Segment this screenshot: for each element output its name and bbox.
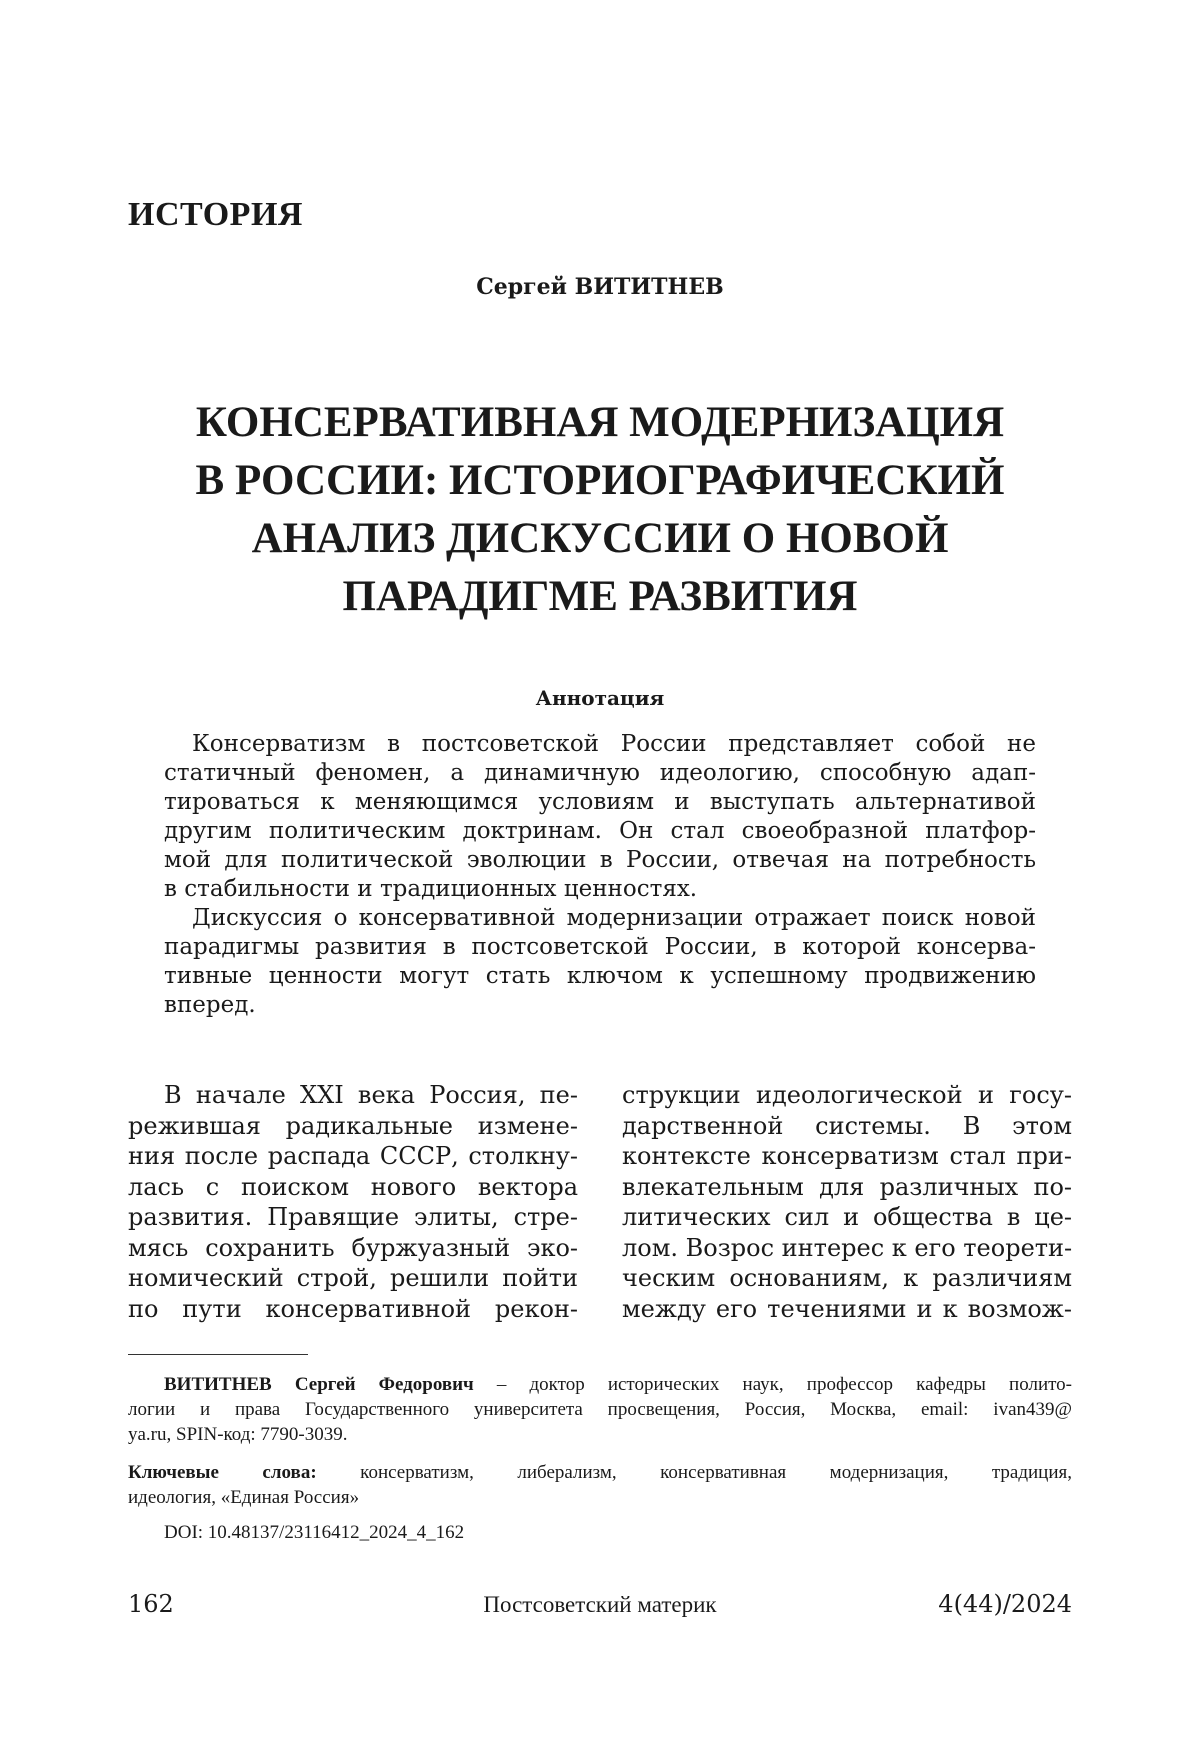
body-line: струкции идеологической и госу-: [622, 1081, 1072, 1109]
author-bio-text: – доктор исторических наук, профессор кафедры полито-: [473, 1374, 1073, 1395]
body-line: мясь сохранить буржуазный эко-: [128, 1233, 578, 1262]
footnote-line: [128, 1460, 1072, 1485]
abstract-line: тироваться к меняющимся условиям и выступать альтернативой: [164, 789, 1036, 815]
abstract-line: парадигмы развития в постсоветской России, в которой консерва-: [164, 934, 1036, 960]
abstract-line: статичный феномен, а динамичную идеологию, способную адап-: [164, 760, 1036, 786]
abstract-heading: Аннотация: [535, 686, 665, 710]
footnote-line: ya.ru, SPIN-код: 7790-3039.: [128, 1424, 348, 1445]
abstract-line: Консерватизм в постсоветской России представляет собой не: [192, 731, 1036, 757]
abstract-line: вперед.: [164, 992, 256, 1018]
abstract-line: мой для политической эволюции в России, отвечая на потребность: [164, 847, 1036, 873]
article-title-line: АНАЛИЗ ДИСКУССИИ О НОВОЙ: [251, 515, 949, 562]
page-footer: [128, 1590, 1072, 1620]
abstract-line: в стабильности и традиционных ценностях.: [164, 876, 698, 902]
doi-text: DOI: 10.48137/23116412_2024_4_162: [164, 1522, 465, 1543]
body-line: дарственной системы. В этом: [622, 1111, 1072, 1140]
body-line: режившая радикальные измене-: [128, 1111, 578, 1140]
abstract-line: тивные ценности могут стать ключом к успешному продвижению: [164, 963, 1036, 989]
body-line: ния после распада СССР, столкну-: [128, 1142, 578, 1170]
footnote-line: логии и права Государственного университета просвещения, Россия, Москва, email: ivan439@: [128, 1399, 1072, 1420]
abstract-line: другим политическим доктринам. Он стал своеобразной платфор-: [164, 818, 1036, 844]
journal-name: Постсоветский материк: [483, 1592, 717, 1617]
footnote-line: идеология, «Единая Россия»: [128, 1487, 360, 1508]
body-column-right: [622, 1080, 1072, 1324]
footnote-divider: [128, 1354, 308, 1355]
body-line: влекательным для различных по-: [622, 1172, 1072, 1201]
page-number: 162: [128, 1590, 174, 1618]
issue-number: 4(44)/2024: [938, 1590, 1072, 1618]
article-title-line: В РОССИИ: ИСТОРИОГРАФИЧЕСКИЙ: [195, 457, 1005, 504]
body-line: В начале XXI века Россия, пе-: [164, 1081, 578, 1109]
body-line: лась с поиском нового вектора: [128, 1172, 578, 1201]
body-column-left: [128, 1080, 578, 1324]
doi-footnote: [128, 1520, 1072, 1545]
article-title: [140, 394, 1060, 626]
body-line: развития. Правящие элиты, стре-: [128, 1203, 578, 1231]
section-title: ИСТОРИЯ: [128, 196, 303, 233]
body-line: ческим основаниям, к различиям: [622, 1264, 1072, 1292]
keywords-text: консерватизм, либерализм, консервативная модернизация, традиция,: [316, 1462, 1073, 1483]
keywords-label: Ключевые слова:: [128, 1462, 317, 1483]
body-line: по пути консервативной рекон-: [128, 1294, 578, 1323]
body-line: литических сил и общества в це-: [622, 1203, 1072, 1231]
article-title-line: ПАРАДИГМЕ РАЗВИТИЯ: [342, 573, 858, 620]
author-name: Сергей ВИТИТНЕВ: [476, 274, 724, 300]
author-bio-name: ВИТИТНЕВ Сергей Федорович: [164, 1374, 474, 1395]
abstract: [164, 730, 1036, 1020]
body-line: номический строй, решили пойти: [128, 1264, 578, 1292]
body-line: между его течениями и к возмож-: [622, 1294, 1072, 1323]
author-bio-footnote: [128, 1372, 1072, 1447]
body-line: лом. Возрос интерес к его теорети-: [622, 1233, 1073, 1262]
body-line: контексте консерватизм стал при-: [622, 1142, 1072, 1170]
keywords-footnote: [128, 1460, 1072, 1510]
abstract-line: Дискуссия о консервативной модернизации отражает поиск новой: [192, 905, 1036, 931]
footnote-line: [128, 1372, 1072, 1397]
article-title-line: КОНСЕРВАТИВНАЯ МОДЕРНИЗАЦИЯ: [195, 399, 1005, 446]
